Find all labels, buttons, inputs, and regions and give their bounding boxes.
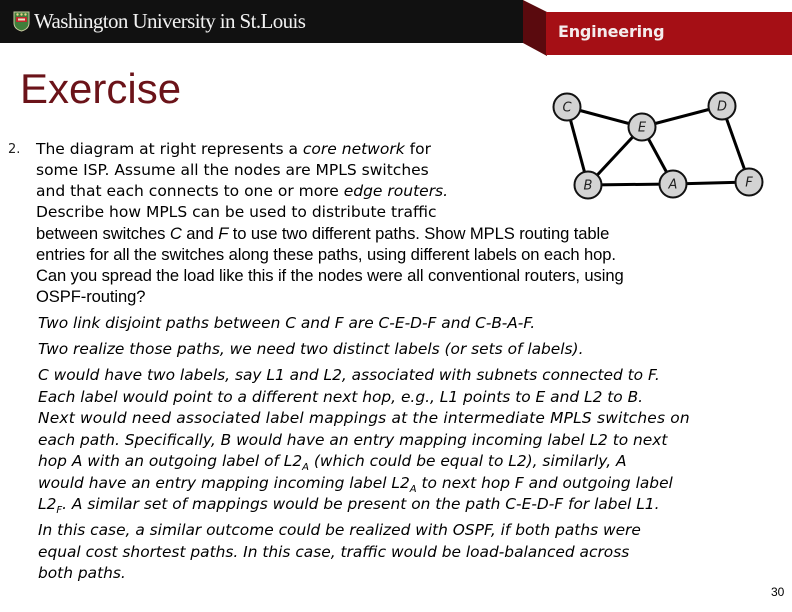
node-label: C <box>562 100 572 116</box>
question-line: between switches C and F to use two different paths. Show MPLS routing table <box>36 224 610 243</box>
question-line: and that each connects to one or more edge routers. <box>36 182 449 200</box>
node-label: B <box>583 178 593 194</box>
node-F <box>736 169 763 196</box>
header-fold-decoration <box>523 0 547 56</box>
question-line: The diagram at right represents a core network for <box>36 140 431 158</box>
answer-line: Next would need associated label mappings at the intermediate MPLS switches on <box>38 409 690 427</box>
university-shield-icon <box>13 11 30 32</box>
question-line: some ISP. Assume all the nodes are MPLS switches <box>36 161 429 179</box>
question-line: entries for all the switches along these paths, using different labels on each hop. <box>36 245 616 264</box>
page-number: 30 <box>771 585 785 599</box>
university-header-bar <box>0 0 523 43</box>
answer-line: hop A with an outgoing label of $L2_A$ (which could be equal to L2), similarly, A <box>38 452 627 473</box>
answer-line: Two realize those paths, we need two distinct labels (or sets of labels). <box>38 340 584 358</box>
answer-line: would have an entry mapping incoming label $L2_A$ to next hop F and outgoing label <box>38 474 673 495</box>
school-label: Engineering <box>558 22 665 41</box>
answer-line: In this case, a similar outcome could be realized with OSPF, if both paths were <box>38 521 641 539</box>
answer-line: both paths. <box>38 564 126 582</box>
node-A <box>660 171 687 198</box>
answer-line: each path. Specifically, B would have an entry mapping incoming label L2 to next <box>38 431 668 449</box>
node-E <box>629 114 656 141</box>
answer-line: C would have two labels, say L1 and L2, associated with subnets connected to F. <box>38 366 660 384</box>
node-label: A <box>668 177 678 193</box>
question-line: Can you spread the load like this if the nodes were all conventional routers, using <box>36 266 624 285</box>
school-band <box>546 12 792 55</box>
question-line: OSPF-routing? <box>36 287 146 306</box>
emphasis-edge-routers: edge routers. <box>343 182 449 200</box>
university-wordmark: Washington University in St.Louis <box>34 9 306 33</box>
network-diagram <box>530 80 780 210</box>
emphasis-core-network: core network <box>302 140 405 158</box>
question-number: 2. <box>8 142 21 157</box>
answer-line: equal cost shortest paths. In this case, traffic would be load-balanced across <box>38 543 630 561</box>
answer-line: $L2_F$. A similar set of mappings would be present on the path C-E-D-F for label L1. <box>38 495 660 516</box>
node-label: D <box>716 99 728 115</box>
answer-line: Each label would point to a different next hop, e.g., L1 points to E and L2 to B. <box>38 388 644 406</box>
node-C <box>554 94 581 121</box>
node-label: E <box>637 120 647 136</box>
node-label: F <box>745 175 753 191</box>
question-line: Describe how MPLS can be used to distribute traffic <box>36 203 437 221</box>
node-B <box>575 172 602 199</box>
slide-title: Exercise <box>20 65 182 112</box>
answer-line: Two link disjoint paths between C and F are C-E-D-F and C-B-A-F. <box>38 314 536 332</box>
node-D <box>709 93 736 120</box>
